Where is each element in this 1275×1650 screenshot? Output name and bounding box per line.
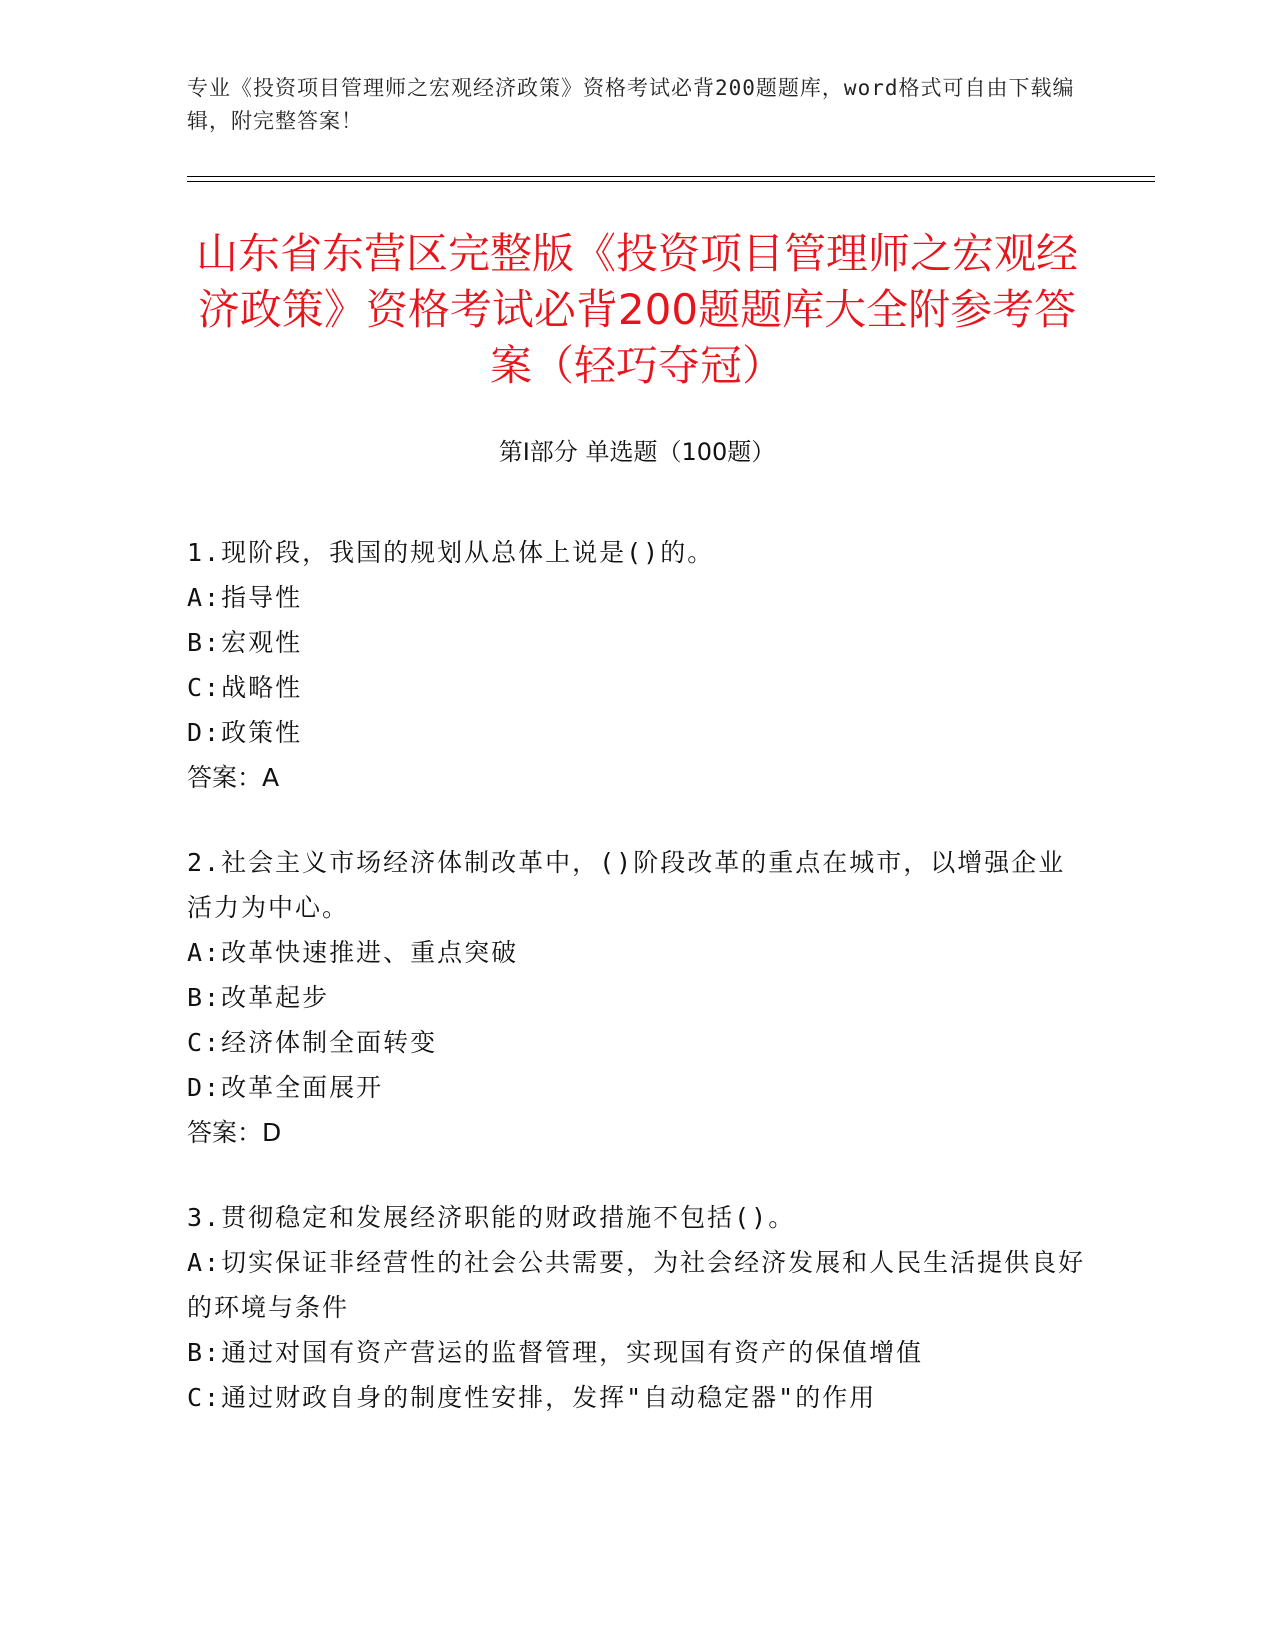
question-item (187, 840, 1087, 1155)
question-item (187, 1195, 1087, 1420)
question-option: D:改革全面展开 (187, 1073, 384, 1102)
question-answer: 答案：A (187, 763, 280, 792)
question-answer: 答案：D (187, 1118, 282, 1147)
header-note: 专业《投资项目管理师之宏观经济政策》资格考试必背200题题库，word格式可自由下载编辑，附完整答案！ (187, 76, 1075, 133)
question-option: B:通过对国有资产营运的监督管理，实现国有资产的保值增值 (187, 1338, 924, 1367)
question-text: 3.贯彻稳定和发展经济职能的财政措施不包括()。 (187, 1203, 796, 1232)
question-option: B:宏观性 (187, 628, 303, 657)
question-option: C:战略性 (187, 673, 303, 702)
question-option: D:政策性 (187, 718, 303, 747)
document-title: 山东省东营区完整版《投资项目管理师之宏观经济政策》资格考试必背200题题库大全附参考答案（轻巧夺冠） (195, 229, 1078, 390)
question-option: A:切实保证非经营性的社会公共需要，为社会经济发展和人民生活提供良好的环境与条件 (187, 1248, 1086, 1322)
question-option: B:改革起步 (187, 983, 330, 1012)
question-item (187, 530, 1087, 800)
header-divider-bottom (187, 181, 1155, 182)
question-option: C:通过财政自身的制度性安排，发挥"自动稳定器"的作用 (187, 1383, 877, 1412)
header-divider-top (187, 176, 1155, 177)
section-title: 第Ⅰ部分 单选题（100题） (498, 438, 776, 466)
question-text: 2.社会主义市场经济体制改革中，()阶段改革的重点在城市，以增强企业活力为中心。 (187, 848, 1066, 922)
question-option: A:指导性 (187, 583, 303, 612)
question-option: A:改革快速推进、重点突破 (187, 938, 519, 967)
question-option: C:经济体制全面转变 (187, 1028, 438, 1057)
question-text: 1.现阶段，我国的规划从总体上说是()的。 (187, 538, 715, 567)
question-list (187, 530, 1087, 1460)
